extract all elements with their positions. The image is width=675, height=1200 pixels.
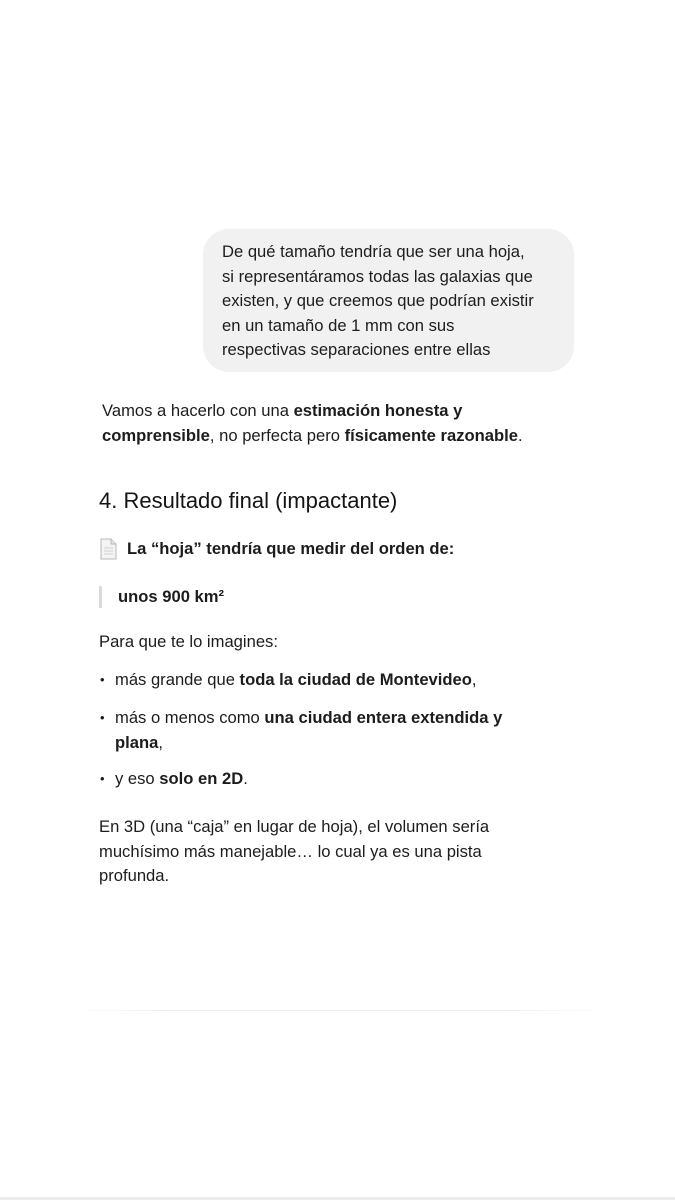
intro-text: . <box>517 426 523 445</box>
assistant-intro <box>102 398 602 448</box>
bullet-text: , <box>471 670 477 689</box>
bullet-dot: • <box>100 672 105 687</box>
intro-bold-text: estimación honesta y <box>293 401 463 420</box>
user-message-line: existen, y que creemos que podrían existir <box>222 291 534 310</box>
list-item-line <box>115 706 502 731</box>
imagine-paragraph: Para que te lo imagines: <box>99 632 278 651</box>
intro-text: , no perfecta pero <box>209 426 345 445</box>
user-message-line: De qué tamaño tendría que ser una hoja, <box>222 242 525 261</box>
list-item-text <box>115 706 502 755</box>
intro-bold-text: comprensible <box>102 426 210 445</box>
user-message-line: en un tamaño de 1 mm con sus <box>222 315 455 335</box>
intro-bold-text: físicamente razonable <box>344 426 518 445</box>
user-message-line: respectivas separaciones entre ellas <box>222 340 491 359</box>
document-line <box>100 537 454 561</box>
bullet-bold-text: solo en 2D <box>159 769 244 788</box>
closing-paragraph <box>99 815 489 889</box>
bullet-dot: • <box>100 771 105 786</box>
intro-text: Vamos a hacerlo con una <box>102 401 294 420</box>
closing-line: muchísimo más manejable… lo cual ya es una pista <box>99 841 482 861</box>
user-message-line: si representáramos todas las galaxias que <box>222 266 533 286</box>
bullet-text: más grande que <box>115 670 240 689</box>
bullet-text: , <box>158 732 163 752</box>
closing-line: En 3D (una “caja” en lugar de hoja), el volumen sería <box>99 817 490 836</box>
document-icon <box>100 538 117 560</box>
bullet-bold-text: toda la ciudad de Montevideo <box>239 670 472 689</box>
list-item-text <box>115 767 248 792</box>
user-message-bubble <box>203 229 574 372</box>
list-item-line <box>115 731 502 756</box>
bullet-text: . <box>243 769 248 788</box>
document-line-text: La “hoja” tendría que medir del orden de: <box>127 539 455 558</box>
divider <box>60 1010 615 1011</box>
blockquote: unos 900 km² <box>99 586 224 608</box>
bullet-bold-text: una ciudad entera extendida y <box>264 708 503 727</box>
bullet-dot: • <box>100 710 105 725</box>
list-item-text <box>115 668 477 693</box>
intro-line-1 <box>102 398 602 423</box>
closing-line: profunda. <box>99 866 170 885</box>
bullet-bold-text: plana <box>115 732 159 752</box>
intro-line-2 <box>102 423 602 448</box>
bullet-text: y eso <box>115 769 160 788</box>
bullet-text: más o menos como <box>115 708 265 727</box>
section-heading: 4. Resultado final (impactante) <box>99 488 398 513</box>
